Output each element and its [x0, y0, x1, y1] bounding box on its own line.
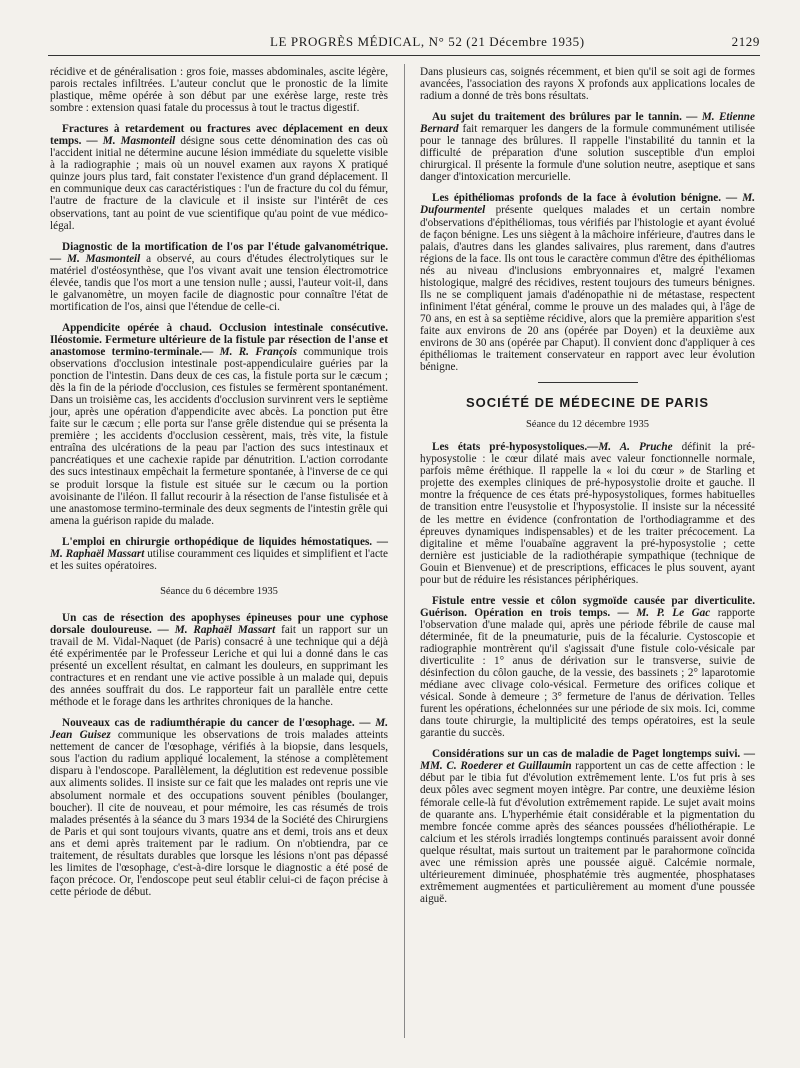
article-author: — M. Dufourmentel — [420, 192, 756, 217]
society-heading: SOCIÉTÉ DE MÉDECINE DE PARIS — [465, 395, 709, 411]
article-text: utilise couramment ces liquides et simplifient et l'acte et les suites opératoires. — [50, 547, 388, 572]
article-author: — M. Raphaël Massart — [157, 623, 276, 636]
article-paget — [420, 748, 755, 905]
article-pre-hyposystoliques — [420, 441, 755, 586]
article-title: Fractures à retardement ou fractures avec déplacement en deux temps. — [50, 123, 388, 148]
article-title: Diagnostic de la mortification de l'os par l'étude galvanométrique. — [62, 240, 388, 253]
article-text: fait un rapport sur un travail de M. Vidal-Naquet (de Paris) consacré à une technique qui a déjà été expérimentée par le Professeur Leriche et qui lui a donné dans le cas présenté un excellent résultat, en calmant les douleurs, en supprimant les contractures et en rendant une vie active possible à un malade qui, depuis des années souffrait du dos. Le rapporteur fait un parallèle entre cette méthode et le forage dans les arthrites chroniques de la hanche. — [50, 623, 389, 709]
paragraph-continuation: Dans plusieurs cas, soignés récemment, et bien qu'il se soit agi de formes avancées, l'association des rayons X profonds aux applications locales de radium a donné de très bons résultats. — [420, 66, 755, 103]
article-text: communique les observations de trois malades atteints nettement de cancer de l'œsophage, vérifiés à la biopsie, dans lesquels, sous l'action du radium appliqué localement, la sténose a complètement disparu à l'endoscope. Parallèlement, la déglutition est redevenue possible aux aliments solides. Il insiste sur ce fait que les malades ont repris une vie absolument normale et des occupations souvent pénibles (boulanger, boucher). Il cite de nouveau, et pour mémoire, les cas résumés de trois malades présentés à la séance du 3 mars 1934 de la Société des Chirurgiens de Paris et qui sont toujours vivants, quatre ans et demi, trois ans et deux ans et demi après traitement par le radium. On n'obtiendra, par ce traitement, de résultats durables que lorsque les lésions n'ont pas dépassé les limites de l'œsophage, c'est-à-dire lorsque le diagnostic a été posé de façon précoce. Or, l'endoscope peut seul établir celui-ci de façon précise à cette période de début. — [50, 729, 388, 898]
page-number: 2129 — [731, 34, 760, 49]
article-appendicite — [50, 322, 388, 527]
article-galvanometrique — [50, 241, 388, 313]
article-epitheliomas — [420, 192, 755, 373]
article-text: présente quelques malades et un certain nombre d'observations d'épithéliomas, tous vérifiés par l'histologie et ayant évolué de façon bénigne. Les uns siègent à la mâchoire inférieure, d'autres dans le palais, d'autres dans les glandes salivaires, plus rarement, dans d'autres régions de la face. Ils ont tous le caractère commun d'être des épithéliomas nés au niveau d'inclusions embryonnaires et, malgré l'examen histologique, malgré des récidives, restent toujours des tumeurs bénignes. Ils ne se compliquent jamais d'adénopathie ni de métastase, respectent infiniment l'état général, comme le prouve un des malades qui, à l'âge de 70 ans, en est à sa septième récidive, alors que la première apparition s'est faite aux environs de 20 ans (opérée par Doyen) et la deuxième aux environs de 30 ans (opérée par Chaput). Il convient donc d'appliquer à ces épithéliomas le traitement conservateur en rapport avec leur évolution bénigne. — [420, 204, 755, 374]
paragraph-continuation: récidive et de généralisation : gros foie, masses abdominales, ascite légère, parois rectales infiltrées. L'auteur conclut que le pronostic de la limite plastique, même opérée à son début par une exérèse large, reste très sombre : extension quasi fatale du processus à tout le tractus digestif. — [50, 66, 388, 115]
article-title: Au sujet du traitement des brûlures par le tannin. — [432, 111, 682, 124]
article-author: — M. Raphaël Massart — [50, 535, 388, 560]
left-column — [50, 66, 388, 907]
article-text: communique trois observations d'occlusion intestinale post-appendiculaire guéries par la ponction de l'intestin. Dans deux de ces cas, la fistule porta sur le cæcum ; dès la fin de la période d'occlusion, ces fistules se fermèrent spontanément. Dans un troisième cas, les accidents d'occlusion survinrent vers le septième jour, après une opération d'appendicite avec abcès. La ponction put être faite sur le cæcum ; elle porta sur l'anse grêle distendue qui se présenta la première ; les accidents d'occlusion cessèrent, mais, très vite, la fistule entraîna des ulcérations de la peau par l'action des sucs intestinaux et pancréatiques et une cachexie rapide par dénutrition. L'action corrodante des sucs intestinaux empêchait la fermeture spontanée, à l'inverse de ce qui se produit lorsque la fistule est située sur le cæcum ou la portion avoisinante de l'iléon. Il fallut recourir à la résection de l'anse fistulisée et à une anastomose termino-terminale des deux segments de l'intestin grêle qui amena la guérison rapide du malade. — [50, 345, 388, 527]
article-fistule — [420, 595, 755, 740]
section-rule — [538, 382, 638, 383]
article-author: — M. Jean Guisez — [50, 717, 388, 742]
article-title: Considérations sur un cas de maladie de Paget longtemps suivi. — [432, 748, 741, 761]
article-author: — M. P. Le Gac — [617, 606, 711, 619]
article-radiumtherapie — [50, 717, 388, 898]
session-heading: Séance du 6 décembre 1935 — [160, 585, 278, 597]
article-text: rapporte l'observation d'une malade qui, après une période fébrile de cause mal déterminée, fit de la pneumaturie, puis de la fécalurie. Cystoscopie et radiographie montrèrent qu'il s'agissait d'une fistule colo-vésicale par diverticulite : 1° anus de dérivation sur le transverse, suivie de désinfection du côlon gauche, de la vessie, des bassinets ; 2° laparotomie médiane avec clivage colo-vésical. Fermeture des orifices colique et vésical. Sonde à demeure ; 3° fermeture de l'anus de dérivation. Telles furent les opérations, échelonnées sur une période de six mois. Ici, comme dans toute chirurgie, la multiplicité des temps opératoires, est la seule garantie du succès. — [420, 606, 755, 740]
session-heading: Séance du 12 décembre 1935 — [525, 419, 650, 431]
right-column — [420, 66, 755, 914]
journal-title: LE PROGRÈS MÉDICAL, N° 52 (21 Décembre 1935) — [270, 34, 585, 49]
article-author: — M. Etienne Bernard — [420, 111, 755, 136]
article-author: — M. Masmonteil — [50, 252, 141, 265]
article-brulures — [420, 111, 755, 183]
article-author: — MM. C. Roederer et Guillaumin — [420, 748, 755, 773]
article-title: L'emploi en chirurgie orthopédique de liquides hémostatiques. — [62, 535, 373, 548]
article-title: Fistule entre vessie et côlon sygmoïde causée par diverticulite. Guérison. Opération en trois temps. — [420, 594, 755, 619]
article-text: a observé, au cours d'études électrolytiques sur le matériel d'ostéosynthèse, que l'os vivant avait une tension électromotrice élevée, tandis que l'os mort a une tension nulle ; aussi, l'auteur voit-il, dans le galvanomètre, un moyen facile de diagnostic pour connaître l'état de mortification de l'os, ainsi que l'étendue de celle-ci. — [50, 252, 388, 313]
column-divider — [404, 64, 405, 1038]
article-author: — M. Masmonteil — [86, 135, 176, 148]
article-text: fait remarquer les dangers de la formule communément utilisée pour le tannage des brûlures. Il rappelle l'instabilité du tannin et la difficulté de préparation d'une solution susceptible d'un emploi chirurgical. Il présente la formule d'une solution neutre, aseptique et sans danger d'intoxication mercurielle. — [420, 123, 755, 184]
article-hemostatiques — [50, 536, 388, 572]
article-title: Appendicite opérée à chaud. Occlusion intestinale consécutive. Iléostomie. Fermeture ultérieure de la fistule par résection de l'anse et anastomose termino-terminale. — [50, 321, 388, 358]
article-cyphose — [50, 612, 388, 708]
article-title: Un cas de résection des apophyses épineuses pour une cyphose dorsale douloureuse. — [50, 611, 388, 636]
article-author: — M. R. François — [202, 345, 297, 358]
running-header — [48, 34, 760, 52]
article-text: rapportent un cas de cette affection : le début par le tibia fut d'évolution extrêmement lente. L'os fut pris à ses deux pôles avec segment moyen intègre. Par contre, une deuxième lésion fémorale celle-là fut d'évolution extrêmement rapide. Le sujet avait moins de quarante ans. L'hyperhémie était considérable et la pigmentation du membre foncée comme après des séances poussées d'héliothérapie. Le calcium et les stérols irradiés longtemps continués paraissent avoir donné quelque résultat, mais surtout un traitement par le parahormone coïncida avec une rémission après une poussée aiguë. Calcémie normale, ultérieurement diminuée, phosphatémie très augmentée, phosphatases extrêmement augmentées et particulièrement au moment d'une poussée aiguë. — [420, 760, 755, 905]
article-title: Nouveaux cas de radiumthérapie du cancer de l'œsophage. — [62, 717, 355, 730]
article-text: désigne sous cette dénomination des cas où l'accident initial ne détermine aucune lésion immédiate du squelette visible à la radiographie ; mais où un nouvel examen aux rayons X pratiqué quinze jours plus tard, fait constater l'existence d'un grand déplacement. Il en communique deux cas caractéristiques : l'un de fracture du col du fémur, l'autre de fracture de la clavicule et il insiste sur l'intérêt de ces observations, tant au point de vue scientifique qu'au point de vue médico-légal. — [50, 135, 388, 232]
header-rule — [48, 55, 760, 56]
article-fractures — [50, 123, 388, 231]
article-text: définit la pré-hyposystolie : le cœur dilaté mais avec valeur fonctionnelle normale, parfois même éréthique. Il rappelle la « loi du cœur » de Starling et projette des exemples cliniques de pré-hyposystolie droite et gauche. Il montre la fréquence de ces états pré-hyposystoliques, formes habituelles de transition entre l'eusystolie et l'hyposystolie. Il insiste sur la nécessité de les mettre en évidence (confrontation de l'orthodiagramme et des épreuves dynamiques indispensables) et de les traiter précocement. La digitaline et même l'ouabaïne aggravent la pré-hyposystolie ; cette dernière est justiciable de la radiothérapie sympathique (technique de Gouin et Bienvenue) et de prescriptions, efficaces le plus souvent, ayant pour but de réduire les résistances périphériques. — [420, 441, 755, 586]
article-title: Les épithéliomas profonds de la face à évolution bénigne. — [432, 192, 721, 205]
article-title: Les états pré-hyposystoliques. — [432, 441, 588, 454]
article-author: —M. A. Pruche — [587, 441, 673, 454]
